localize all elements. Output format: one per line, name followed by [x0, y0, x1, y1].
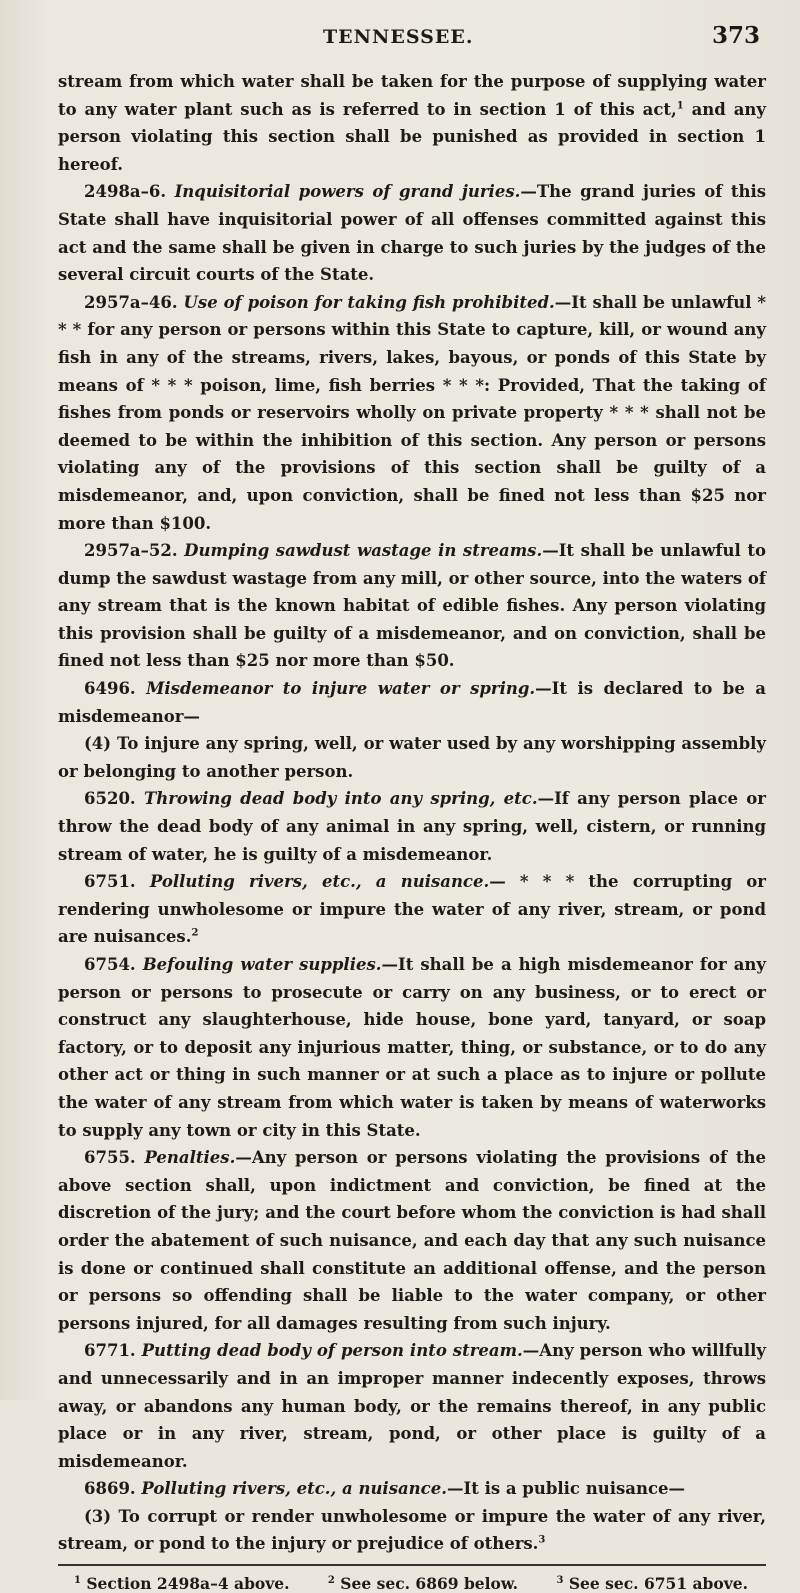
footnote-mark: 2 [327, 1574, 335, 1586]
footnote-ref: 2 [191, 927, 199, 939]
paragraph-text: —The grand juries of this State shall have inquisitorial power of all offenses committed against this act and the same shall be given in charge to such juries by the judges of the several circuit courts of the State. [58, 182, 766, 285]
paragraph-text: and any person violating this section shall be punished as provided in section 1 hereof. [58, 99, 766, 174]
paragraph [58, 675, 766, 730]
footnotes [58, 1574, 766, 1593]
footnote-ref: 3 [538, 1534, 546, 1546]
paragraph [58, 951, 766, 1144]
paragraph-text: —Any person who willfully and unnecessarily and in an improper manner indecently exposes, throws away, or abandons any human body, or the remains thereof, in any public place or in any river, stream, pond, or other place is guilty of a misdemeanor. [58, 1341, 766, 1471]
paragraph-text: —It shall be unlawful to dump the sawdust wastage from any mill, or other source, into the waters of any stream that is the known habitat of edible fishes. Any person violating this provision shall be guilty of a misdemeanor, and on conviction, shall be fined not less than $25 nor more than $50. [58, 541, 766, 671]
section-number: 6869. [84, 1479, 136, 1499]
paragraph-text: —Any person or persons violating the provisions of the above section shall, upon indictment and conviction, be fined at the discretion of the jury; and the court before whom the conviction is had shall order the abatement of such nuisance, and each day that any such nuisance is done or continued shall constitute an additional offense, and the person or persons so offending shall be liable to the water company, or other persons injured, for all damages resulting from such injury. [58, 1148, 767, 1333]
section-number: 6755. [84, 1148, 136, 1168]
paragraph [58, 178, 766, 288]
section-caption: Putting dead body of person into stream. [141, 1341, 523, 1361]
section-caption: Dumping sawdust wastage in streams. [184, 541, 543, 561]
section-number: 6751. [84, 872, 136, 892]
paragraph-text: —It shall be unlawful * * * for any person or persons within this State to capture, kill, or wound any fish in any of the streams, rivers, lakes, bayous, or ponds of this State by means of * * * poison, lime, fish berries * * *: Provided, That the taking of fishes from ponds or reservoirs wholly on private property * * * shall not be deemed to be within the inhibition of this section. Any person or persons violating any of the provisions of this section shall be guilty of a misdemeanor, and, upon conviction, shall be fined not less than $25 nor more than $100. [58, 292, 767, 533]
section-caption: Inquisitorial powers of grand juries. [174, 182, 521, 202]
paragraph [58, 730, 766, 785]
paragraph [58, 289, 766, 537]
paragraph-text: (4) To injure any spring, well, or water used by any worshipping assembly or belonging to another person. [58, 734, 766, 781]
paragraph-text: —It shall be a high misdemeanor for any person or persons to prosecute or carry on any business, or to erect or construct any slaughterhouse, hide house, bone yard, tanyard, or soap factory, or to deposit any injurious matter, thing, or substance, or to do any other act or thing in such manner or at such a place as to injure or pollute the water of any stream from which water is taken by means of waterworks to supply any town or city in this State. [58, 955, 766, 1140]
footnote [328, 1574, 518, 1593]
section-number: 6771. [84, 1341, 136, 1361]
section-caption: Use of poison for taking fish prohibited. [183, 292, 555, 312]
paragraph-text: —If any person place or throw the dead body of any animal in any spring, well, cistern, or running stream of water, he is guilty of a misdemeanor. [58, 789, 766, 864]
footnote-mark: 1 [74, 1574, 81, 1586]
section-caption: Misdemeanor to injure water or spring. [146, 679, 536, 699]
paragraph-text: —It is declared to be a misdemeanor— [58, 679, 766, 726]
page-header [58, 20, 766, 50]
footnote-text: See sec. 6751 above. [563, 1574, 748, 1593]
section-number: 6496. [84, 679, 136, 699]
section-number: 6520. [84, 789, 136, 809]
paragraph [58, 1475, 766, 1503]
paragraph [58, 68, 766, 178]
footnote-text: Section 2498a–4 above. [80, 1574, 290, 1593]
paragraph-text: — * * * the corrupting or rendering unwholesome or impure the water of any river, stream, or pond are nuisances. [58, 872, 766, 947]
page-number: 373 [711, 22, 760, 49]
paragraph [58, 537, 766, 675]
paragraph-text: stream from which water shall be taken for the purpose of supplying water to any water plant such as is referred to in section 1 of this act, [58, 72, 766, 119]
section-caption: Befouling water supplies. [142, 955, 382, 974]
body-text [58, 68, 766, 1558]
paragraph [58, 868, 766, 951]
paragraph [58, 1144, 766, 1337]
paragraph-text: (3) To corrupt or render unwholesome or impure the water of any river, stream, or pond to the injury or prejudice of others. [58, 1506, 766, 1554]
paragraph [58, 1503, 766, 1558]
footnote [556, 1574, 748, 1593]
paragraph [58, 1337, 766, 1475]
footnote-ref: 1 [676, 100, 684, 112]
running-title: TENNESSEE. [323, 26, 474, 48]
section-caption: Polluting rivers, etc., a nuisance. [149, 872, 490, 892]
section-caption: Throwing dead body into any spring, etc. [143, 789, 538, 809]
section-caption: Polluting rivers, etc., a nuisance. [141, 1479, 447, 1499]
footnote [74, 1574, 290, 1593]
paragraph-text: —It is a public nuisance— [446, 1479, 685, 1499]
section-number: 2957a–46. [84, 292, 178, 312]
footnote-mark: 3 [556, 1574, 564, 1586]
footnote-text: See sec. 6869 below. [334, 1574, 519, 1593]
section-number: 2957a–52. [84, 541, 178, 561]
paragraph [58, 785, 766, 868]
section-caption: Penalties. [144, 1148, 236, 1168]
section-number: 2498a–6. [84, 182, 167, 202]
footnote-rule [58, 1564, 766, 1566]
section-number: 6754. [84, 955, 136, 974]
